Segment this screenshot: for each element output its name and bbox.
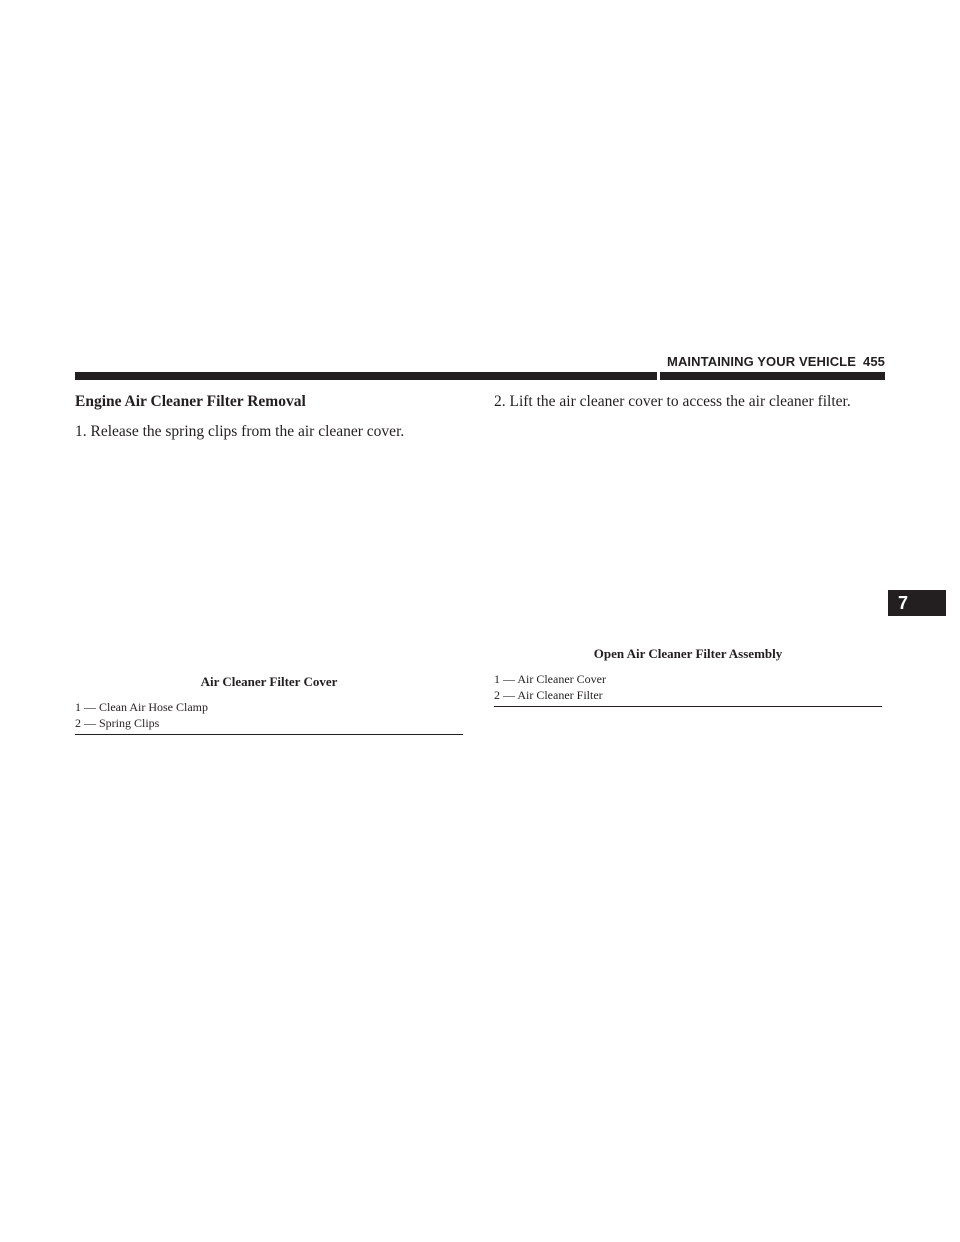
header-rule-bar-end <box>660 372 885 380</box>
figure-rule-left <box>75 734 463 735</box>
header-rule-bar <box>75 372 657 380</box>
step-1-text: 1. Release the spring clips from the air cleaner cover. <box>75 423 405 440</box>
step-2-text: 2. Lift the air cleaner cover to access the air cleaner filter. <box>494 393 851 410</box>
figure-legend-left <box>75 699 463 731</box>
chapter-tab: 7 <box>888 590 946 616</box>
figure-legend-right <box>494 671 882 703</box>
running-head <box>667 354 885 369</box>
legend-item: 1 — Air Cleaner Cover <box>494 672 606 686</box>
section-heading: Engine Air Cleaner Filter Removal <box>75 393 306 410</box>
figure-caption-left: Air Cleaner Filter Cover <box>200 674 338 689</box>
figure-air-cleaner-filter-cover <box>75 448 463 668</box>
page-number: 455 <box>863 354 885 369</box>
legend-item: 1 — Clean Air Hose Clamp <box>75 700 208 714</box>
figure-open-air-cleaner-assembly <box>494 418 882 640</box>
running-head-title: MAINTAINING YOUR VEHICLE <box>667 354 856 369</box>
figure-rule-right <box>494 706 882 707</box>
legend-item: 2 — Air Cleaner Filter <box>494 688 603 702</box>
figure-caption-right: Open Air Cleaner Filter Assembly <box>593 646 783 661</box>
legend-item: 2 — Spring Clips <box>75 716 160 730</box>
